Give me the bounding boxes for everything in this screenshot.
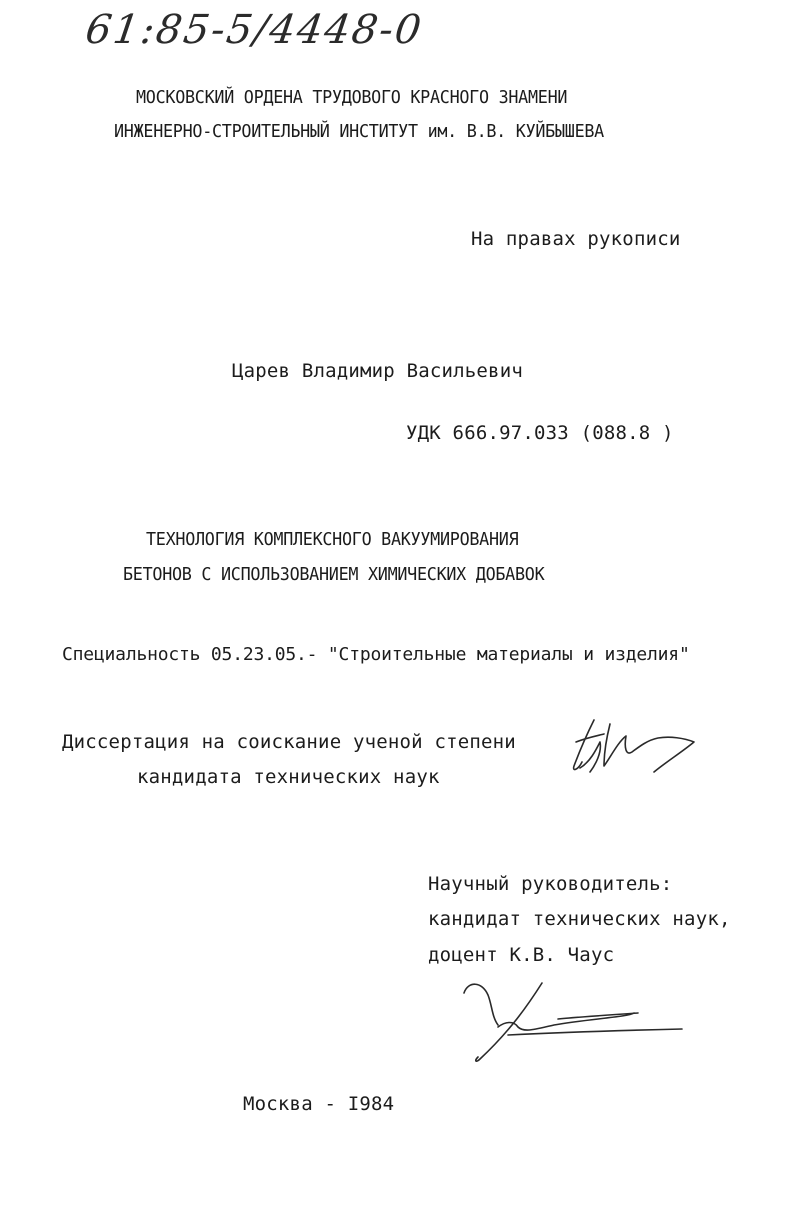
degree-line-1: Диссертация на соискание ученой степени [62,731,516,753]
thesis-title-line-2: БЕТОНОВ С ИСПОЛЬЗОВАНИЕМ ХИМИЧЕСКИХ ДОБАВОК [123,564,545,585]
supervisor-name: доцент К.В. Чаус [428,944,615,966]
specialty: Специальность 05.23.05.- "Строительные материалы и изделия" [62,644,690,665]
place-year: Москва - I984 [243,1093,395,1115]
institute-line-2: ИНЖЕНЕРНО-СТРОИТЕЛЬНЫЙ ИНСТИТУТ им. В.В. КУЙБЫШЕВА [114,121,604,142]
thesis-title-line-1: ТЕХНОЛОГИЯ КОМПЛЕКСНОГО ВАКУУМИРОВАНИЯ [146,529,519,550]
author-signature [566,712,706,782]
udc-code: УДК 666.97.033 (088.8 ) [406,422,674,444]
author-name: Царев Владимир Васильевич [232,360,523,382]
degree-line-2: кандидата технических наук [137,766,440,788]
supervisor-signature [458,975,688,1067]
institute-line-1: МОСКОВСКИЙ ОРДЕНА ТРУДОВОГО КРАСНОГО ЗНАМЕНИ [136,87,568,108]
supervisor-degree: кандидат технических наук, [428,908,731,930]
manuscript-note: На правах рукописи [471,228,681,250]
supervisor-label: Научный руководитель: [428,873,673,895]
archive-number: 61:85-5/4448-0 [82,7,426,53]
